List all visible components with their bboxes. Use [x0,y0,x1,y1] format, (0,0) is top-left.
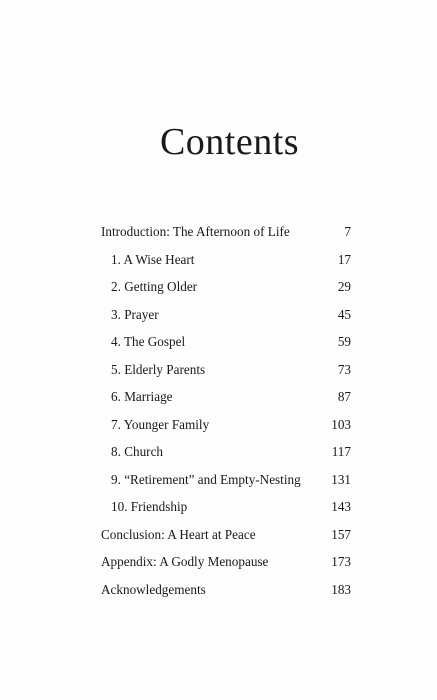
toc-entry-chapter-7[interactable] [101,413,351,441]
toc-entry-chapter-1[interactable] [101,248,351,276]
toc-entry-chapter-10[interactable] [101,495,351,523]
toc-entry-page-number: 45 [337,306,351,322]
toc-entry-page-number: 143 [331,499,351,514]
toc-entry-appendix[interactable] [101,550,351,578]
toc-entry-acknowledgements[interactable] [101,578,351,606]
toc-entry-page-number: 17 [337,251,351,267]
toc-entry-chapter-6[interactable] [101,385,351,413]
toc-entry-page-number: 117 [331,444,351,459]
toc-entry-label: 1. A Wise Heart [111,251,195,267]
toc-entry-page-number: 73 [337,361,351,377]
toc-entry-page-number: 131 [331,471,351,487]
toc-entry-page-number: 7 [344,224,351,239]
toc-entry-label: Conclusion: A Heart at Peace [101,526,256,542]
toc-entry-introduction[interactable] [101,220,351,248]
toc-entry-label: 7. Younger Family [111,416,210,432]
toc-entry-label: 9. “Retirement” and Empty-Nesting [111,471,301,487]
toc-entry-label: 3. Prayer [111,306,159,322]
toc-entry-label: 6. Marriage [111,389,173,404]
toc-entry-page-number: 183 [331,581,351,597]
toc-entry-label: 2. Getting Older [111,279,198,294]
toc-entry-chapter-8[interactable] [101,440,351,468]
toc-entry-page-number: 173 [331,554,351,569]
toc-entry-label: 4. The Gospel [111,334,186,349]
toc-entry-label: 5. Elderly Parents [111,361,206,377]
toc-entry-page-number: 87 [337,389,351,404]
page-title: Contents [159,121,300,163]
toc-entry-conclusion[interactable] [101,523,351,551]
toc-entry-page-number: 157 [331,526,351,542]
toc-entry-chapter-3[interactable] [101,303,351,331]
toc-entry-page-number: 59 [337,334,351,349]
toc-entry-chapter-4[interactable] [101,330,351,358]
toc-entry-chapter-2[interactable] [101,275,351,303]
toc-entry-label: Appendix: A Godly Menopause [101,554,269,569]
toc-entry-label: Introduction: The Afternoon of Life [101,224,290,239]
table-of-contents [101,220,351,605]
toc-entry-label: 8. Church [111,444,164,459]
toc-entry-page-number: 29 [337,279,351,294]
toc-entry-chapter-5[interactable] [101,358,351,386]
toc-entry-label: 10. Friendship [111,499,188,514]
toc-entry-page-number: 103 [331,416,351,432]
toc-entry-chapter-9[interactable] [101,468,351,496]
toc-entry-label: Acknowledgements [101,581,206,597]
